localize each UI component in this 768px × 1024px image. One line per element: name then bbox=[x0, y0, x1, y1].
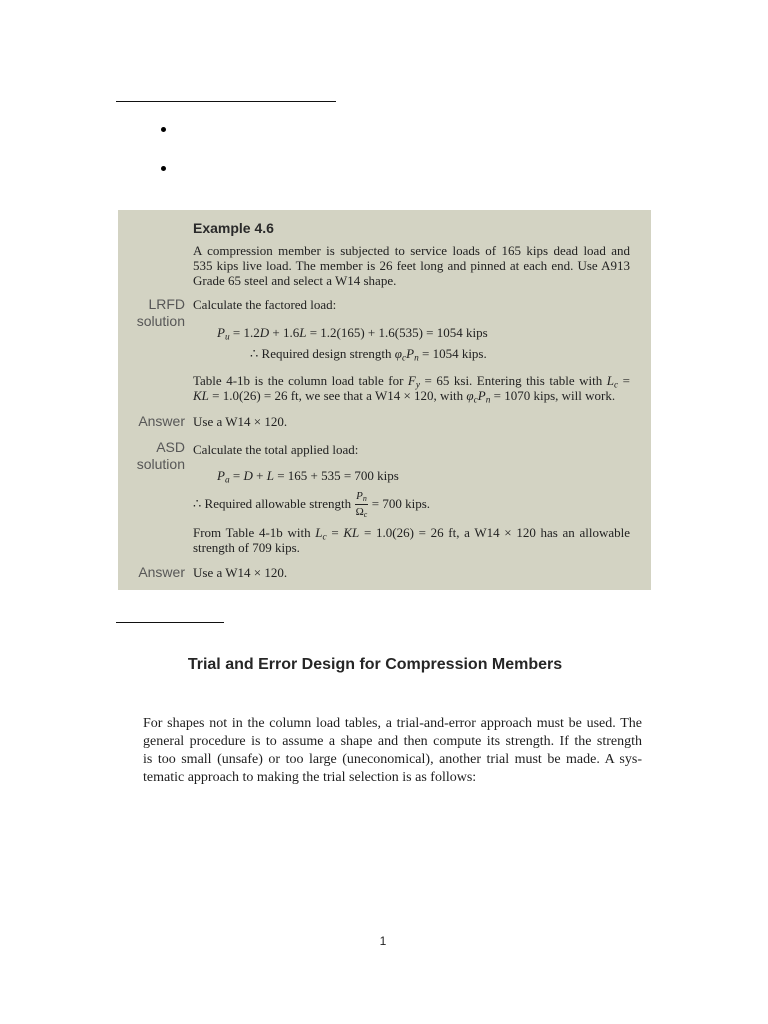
problem-statement bbox=[193, 243, 630, 288]
math-variable: φ bbox=[394, 346, 402, 361]
example-title: Example 4.6 bbox=[193, 220, 274, 236]
equation-line bbox=[217, 468, 637, 486]
math-subscript: a bbox=[224, 475, 230, 486]
applied-load-equation bbox=[217, 468, 637, 486]
problem-line: Grade 65 steel and select a W14 shape. bbox=[193, 273, 397, 288]
label-line: solution bbox=[136, 313, 185, 329]
paragraph-line: is too small (unsafe) or too large (uneconomical), another trial must be made. A sys- bbox=[143, 752, 642, 767]
paragraph-line bbox=[193, 388, 630, 406]
math-subscript: c bbox=[363, 509, 368, 519]
example-panel bbox=[118, 210, 651, 590]
math-subscript: n bbox=[485, 395, 491, 406]
footnote-divider-line bbox=[116, 101, 336, 102]
math-variable: L bbox=[606, 373, 614, 388]
text-run: = bbox=[326, 525, 344, 540]
required-strength-value: = 700 kips. bbox=[371, 496, 431, 511]
math-variable: P bbox=[406, 346, 415, 361]
text-run: Table 4-1b is the column load table for bbox=[193, 373, 408, 388]
text-run: = 1.0(26) = 26 ft, we see that a W14 × 120, with bbox=[208, 388, 467, 403]
label-line: LRFD bbox=[148, 296, 185, 312]
text-run: = 1054 kips. bbox=[418, 346, 487, 361]
math-variable: P bbox=[477, 388, 486, 403]
lrfd-answer bbox=[193, 414, 630, 429]
paragraph-line: general procedure is to assume a shape and then compute its strength. If the strength bbox=[143, 734, 642, 749]
problem-line: 535 kips live load. The member is 26 feet long and pinned at each end. Use A913 bbox=[193, 258, 630, 273]
bullet-icon bbox=[161, 127, 166, 132]
math-variable: L bbox=[299, 325, 307, 340]
body-paragraph bbox=[143, 715, 642, 787]
asd-table-lookup bbox=[193, 525, 630, 555]
paragraph-line: For shapes not in the column load tables, a trial-and-error approach must be used. The bbox=[143, 716, 642, 731]
bullet-icon bbox=[161, 166, 166, 171]
text-run: = 1.2 bbox=[229, 325, 260, 340]
math-variable: KL bbox=[343, 525, 360, 540]
asd-answer-label bbox=[118, 564, 185, 581]
label-line: Answer bbox=[138, 564, 185, 580]
bullet-list-item bbox=[161, 127, 166, 132]
footnote-divider-line bbox=[116, 622, 224, 623]
text-run: + bbox=[252, 468, 267, 483]
math-subscript: c bbox=[401, 353, 407, 364]
math-variable: P bbox=[217, 468, 225, 483]
text-run: Ω bbox=[355, 505, 364, 518]
asd-step bbox=[193, 442, 630, 457]
math-variable: P bbox=[356, 489, 363, 502]
text-run: + 1.6 bbox=[269, 325, 300, 340]
required-strength-prefix: ∴ Required allowable strength bbox=[193, 496, 352, 511]
math-subscript: y bbox=[415, 380, 421, 391]
label-line: ASD bbox=[156, 439, 185, 455]
paragraph-line bbox=[193, 373, 630, 391]
text-run: = bbox=[618, 373, 630, 388]
math-subscript: c bbox=[613, 380, 619, 391]
math-variable: F bbox=[407, 373, 416, 388]
factored-load-equation bbox=[217, 325, 637, 343]
required-allowable-strength bbox=[193, 490, 430, 518]
text-run: = 65 ksi. Entering this table with bbox=[420, 373, 607, 388]
equation-line bbox=[217, 325, 637, 343]
text-run: From Table 4-1b with bbox=[193, 525, 316, 540]
lrfd-solution-label bbox=[118, 296, 185, 330]
lrfd-step bbox=[193, 297, 630, 312]
lrfd-step-text: Calculate the factored load: bbox=[193, 297, 337, 312]
math-subscript: n bbox=[414, 353, 419, 364]
page-number: 1 bbox=[379, 934, 387, 948]
paragraph-line bbox=[193, 540, 630, 555]
math-subscript: c bbox=[322, 532, 327, 543]
text-run: = 1070 kips, will work. bbox=[490, 388, 616, 403]
asd-answer bbox=[193, 565, 630, 580]
label-line: Answer bbox=[138, 413, 185, 429]
strength-fraction bbox=[355, 491, 368, 518]
math-variable: KL bbox=[193, 388, 209, 403]
asd-solution-label bbox=[118, 439, 185, 473]
math-variable: L bbox=[315, 525, 323, 540]
asd-step-text: Calculate the total applied load: bbox=[193, 442, 359, 457]
fraction-denominator bbox=[356, 505, 368, 518]
math-subscript: n bbox=[362, 493, 367, 503]
math-variable: φ bbox=[466, 388, 474, 403]
math-variable: D bbox=[243, 468, 253, 483]
text-run: strength of 709 kips. bbox=[193, 540, 300, 555]
math-variable: P bbox=[217, 325, 225, 340]
bullet-list-item bbox=[161, 166, 166, 171]
fraction-numerator bbox=[355, 491, 368, 505]
lrfd-table-lookup bbox=[193, 373, 630, 406]
paragraph-line: tematic approach to making the trial selection is as follows: bbox=[143, 770, 477, 785]
math-subscript: c bbox=[473, 395, 478, 406]
text-run: = 165 + 535 = 700 kips bbox=[273, 468, 399, 483]
paragraph-line bbox=[193, 525, 630, 543]
lrfd-answer-label bbox=[118, 413, 185, 430]
text-run: = 1.2(165) + 1.6(535) = 1054 kips bbox=[306, 325, 488, 340]
label-line: solution bbox=[136, 456, 185, 472]
math-variable: D bbox=[259, 325, 270, 340]
equation-line bbox=[250, 346, 630, 364]
answer-text: Use a W14 × 120. bbox=[193, 414, 288, 429]
math-variable: L bbox=[266, 468, 274, 483]
math-subscript: u bbox=[224, 332, 230, 343]
text-run: = bbox=[229, 468, 244, 483]
text-run: = 1.0(26) = 26 ft, a W14 × 120 has an allowable bbox=[359, 525, 630, 540]
problem-line: A compression member is subjected to service loads of 165 kips dead load and bbox=[193, 243, 630, 258]
required-design-strength bbox=[250, 346, 630, 364]
answer-text: Use a W14 × 120. bbox=[193, 565, 288, 580]
text-run: ∴ Required design strength bbox=[250, 346, 395, 361]
section-heading: Trial and Error Design for Compression Members bbox=[187, 656, 563, 673]
